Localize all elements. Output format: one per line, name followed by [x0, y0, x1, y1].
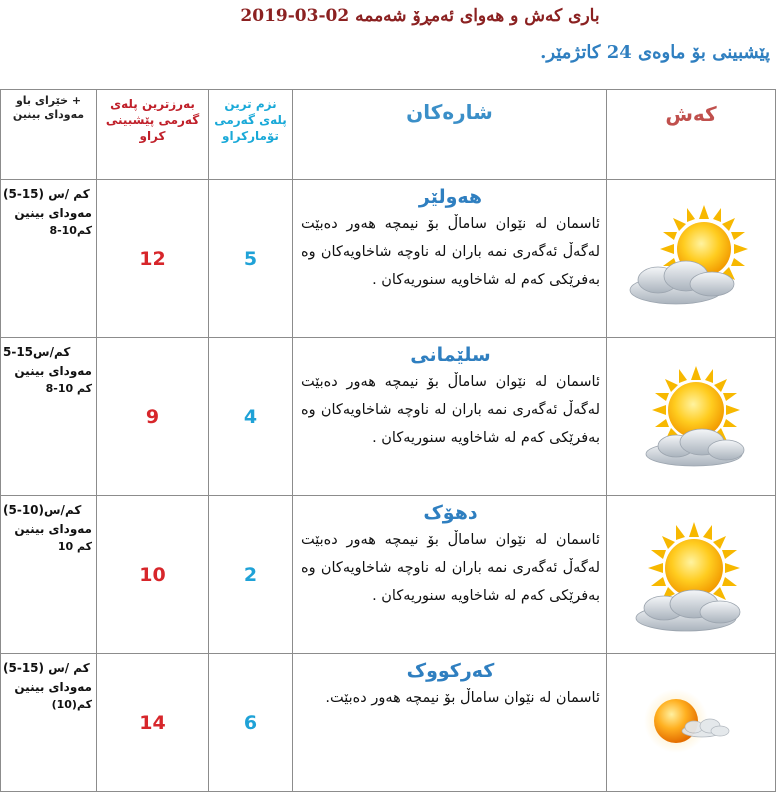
- header-min-line3: تۆمارکراو: [222, 129, 279, 144]
- wind-speed: (5-15) کم /س: [3, 187, 90, 201]
- city-name: دهۆک: [423, 502, 478, 524]
- sun-behind-cloud-icon: [616, 510, 766, 640]
- header-min-temp: [209, 90, 293, 180]
- forecast-table: [0, 89, 776, 792]
- max-temp-value: 14: [97, 654, 209, 792]
- wind-visibility-cell: [1, 496, 97, 654]
- min-temp-value: 4: [209, 338, 293, 496]
- weather-description: ئاسمان لە نێوان ساماڵ بۆ نیمچە هەور دەبێت لەگەڵ ئەگەری نمە باران لە ناوچە شاخاویەکان وە بەفرێکی کەم لە شاخاویە سنوریەکان .: [301, 216, 600, 288]
- header-wind-visibility: [1, 90, 97, 180]
- forecast-subtitle: پێشبینی بۆ ماوەی 24 کاتژمێر.: [540, 42, 770, 63]
- weather-icon-cell: [607, 496, 776, 654]
- min-temp-value: 6: [209, 654, 293, 792]
- visibility-label: مەودای بینین: [14, 679, 92, 694]
- header-max-line1: بەرزترین پلەی: [110, 97, 195, 111]
- wind-speed: 5-15کم/س: [3, 345, 71, 359]
- visibility-label: مەودای بینین: [14, 205, 92, 220]
- weather-description: ئاسمان لە نێوان ساماڵ بۆ نیمچە هەور دەبێت.: [325, 690, 600, 706]
- city-description-cell: [293, 496, 607, 654]
- city-description-cell: [293, 654, 607, 792]
- visibility-value: 8-10کم: [49, 224, 92, 238]
- weather-description: ئاسمان لە نێوان ساماڵ بۆ نیمچە هەور دەبێت لەگەڵ ئەگەری نمە باران لە ناوچە شاخاویەکان وە بەفرێکی کەم لە شاخاویە سنوریەکان .: [301, 532, 600, 604]
- city-description-cell: [293, 180, 607, 338]
- visibility-value: 8-10 کم: [45, 382, 92, 396]
- weather-icon-cell: [607, 180, 776, 338]
- table-row: [1, 654, 776, 792]
- city-name: کەرکووک: [406, 660, 495, 682]
- city-name: هەولێر: [418, 186, 483, 208]
- min-temp-value: 5: [209, 180, 293, 338]
- wind-speed: (5-10)کم/س: [3, 503, 82, 517]
- table-row: [1, 180, 776, 338]
- min-temp-value: 2: [209, 496, 293, 654]
- sun-behind-cloud-icon: [616, 362, 766, 472]
- max-temp-value: 10: [97, 496, 209, 654]
- visibility-value: (10)کم: [51, 698, 92, 712]
- header-max-line3: کراو: [139, 129, 166, 144]
- header-weather: کەش: [607, 90, 776, 180]
- visibility-label: مەودای بینین: [14, 363, 92, 378]
- header-max-temp: [97, 90, 209, 180]
- sun-with-small-cloud-icon: [616, 683, 766, 763]
- visibility-value: 10 کم: [57, 540, 92, 554]
- max-temp-value: 9: [97, 338, 209, 496]
- sun-behind-cloud-icon: [616, 204, 766, 314]
- header-max-line2: گەرمی پێشبینی: [105, 113, 200, 128]
- header-min-line2: پلەی گەرمی: [214, 113, 287, 128]
- weather-icon-cell: [607, 654, 776, 792]
- table-row: [1, 338, 776, 496]
- city-name: سلێمانی: [410, 344, 491, 366]
- wind-visibility-cell: [1, 180, 97, 338]
- header-min-line1: نزم ترین: [224, 97, 277, 111]
- table-row: [1, 496, 776, 654]
- weather-description: ئاسمان لە نێوان ساماڵ بۆ نیمچە هەور دەبێت لەگەڵ ئەگەری نمە باران لە ناوچە شاخاویەکان وە بەفرێکی کەم لە شاخاویە سنوریەکان .: [301, 374, 600, 446]
- page-title: باری کەش و هەوای ئەمڕۆ شەممە 02-03-2019: [240, 6, 600, 26]
- wind-speed: (5-15) کم /س: [3, 661, 90, 675]
- max-temp-value: 12: [97, 180, 209, 338]
- header-wind-line: خێرای باو +: [15, 94, 82, 107]
- header-visibility-line: مەودای بینین: [12, 107, 85, 121]
- header-row: [1, 90, 776, 180]
- wind-visibility-cell: [1, 654, 97, 792]
- visibility-label: مەودای بینین: [14, 521, 92, 536]
- city-description-cell: [293, 338, 607, 496]
- header-cities: شارەکان: [293, 90, 607, 180]
- wind-visibility-cell: [1, 338, 97, 496]
- weather-icon-cell: [607, 338, 776, 496]
